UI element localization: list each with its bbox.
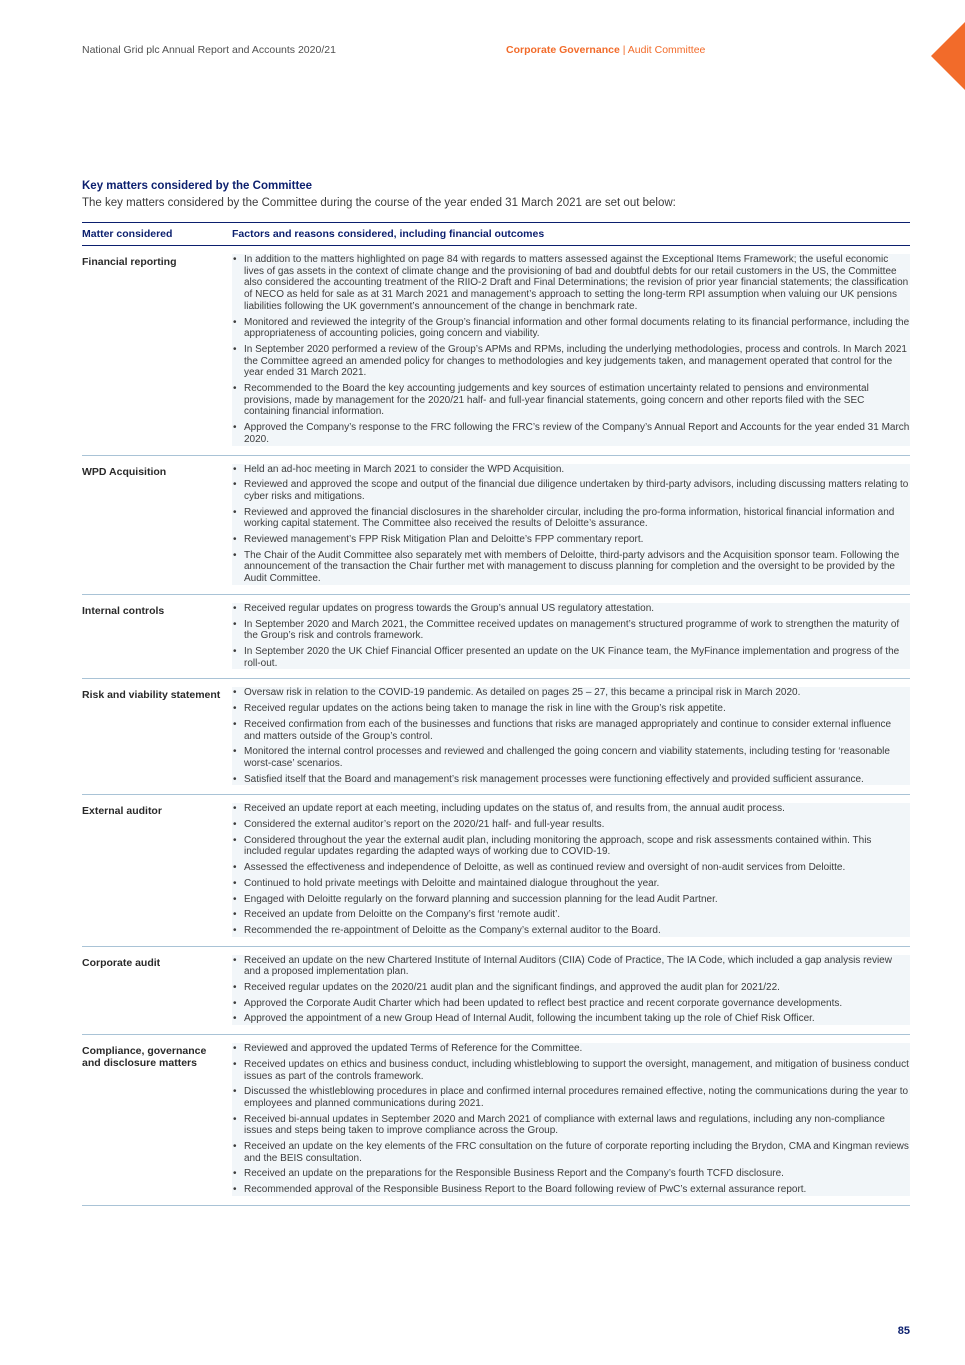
corner-tab-icon	[931, 22, 965, 90]
matter-label: Financial reporting	[82, 256, 177, 268]
list-item: • Reviewed and approved the financial disclosures in the shareholder circular, including the pro-forma information, historical financial information and working capital statement. The Committee also received the results of Deloitte’s assurance.	[232, 507, 910, 530]
list-item: • Engaged with Deloitte regularly on the forward planning and succession planning for the lead Audit Partner.	[232, 894, 910, 906]
table-row	[82, 456, 910, 595]
list-item: • Considered the external auditor’s report on the 2020/21 half- and full-year results.	[232, 819, 910, 831]
factors-list	[232, 254, 910, 446]
list-item: • Continued to hold private meetings with Deloitte and maintained dialogue throughout the year.	[232, 878, 910, 890]
list-item: • Held an ad-hoc meeting in March 2021 to consider the WPD Acquisition.	[232, 464, 910, 476]
list-item: • Oversaw risk in relation to the COVID-19 pandemic. As detailed on pages 25 – 27, this became a principal risk in March 2020.	[232, 687, 910, 699]
list-item: • Received an update report at each meeting, including updates on the status of, and results from, the annual audit process.	[232, 803, 910, 815]
section-intro: The key matters considered by the Committee during the course of the year ended 31 March 2021 are set out below:	[82, 197, 676, 209]
factors-list	[232, 1043, 910, 1196]
list-item: • Recommended approval of the Responsible Business Report to the Board following review of PwC’s external assurance report.	[232, 1184, 910, 1196]
list-item: • Recommended the re-appointment of Deloitte as the Company’s external auditor to the Board.	[232, 925, 910, 937]
breadcrumb-subsection[interactable]: Audit Committee	[627, 44, 706, 56]
matter-label: Corporate audit	[82, 956, 161, 969]
list-item: • Satisfied itself that the Board and management’s risk management processes were functioning effectively and provided sufficient assurance.	[232, 774, 910, 786]
factors-list	[232, 955, 910, 1026]
column-header-matter: Matter considered	[82, 228, 173, 240]
list-item: • Received regular updates on the 2020/21 audit plan and the significant findings, and approved the audit plan for 2021/22.	[232, 982, 910, 994]
list-item: • Recommended to the Board the key accounting judgements and key sources of estimation uncertainty related to pensions and environmental provisions, made by management for the 2020/21 half- and full-year financial statements, going concern and other reports filed with the SEC containing financial information.	[232, 383, 910, 418]
breadcrumb-separator: |	[619, 44, 628, 56]
factors-list	[232, 603, 910, 670]
table-body	[82, 246, 910, 1206]
list-item: • Received an update from Deloitte on the Company’s first ‘remote audit’.	[232, 909, 910, 921]
list-item: • Reviewed and approved the scope and output of the financial due diligence undertaken by third-party advisors, including discussing matters relating to cyber risks and mitigations.	[232, 479, 910, 502]
list-item: • Received regular updates on the actions being taken to manage the risk in line with the Group’s risk appetite.	[232, 703, 910, 715]
list-item: • In September 2020 performed a review of the Group’s APMs and RPMs, including the underlying methodologies, process and controls. In March 2021 the Committee agreed an amended policy for changes to methodologies and key judgements taken, and management operated that control for the year ended 31 March 2021.	[232, 344, 910, 379]
matter-label: Compliance, governance and disclosure matters	[82, 1045, 207, 1070]
table-row	[82, 795, 910, 946]
list-item: • Approved the appointment of a new Group Head of Internal Audit, following the incumbent taking up the role of Chief Risk Officer.	[232, 1013, 910, 1025]
matter-label: WPD Acquisition	[82, 465, 167, 478]
table-row	[82, 679, 910, 795]
table-row	[82, 1035, 910, 1206]
factors-list	[232, 464, 910, 585]
matter-label: Internal controls	[82, 604, 165, 617]
list-item: • Assessed the effectiveness and independence of Deloitte, as well as continued review and oversight of non-audit services from Deloitte.	[232, 862, 910, 874]
list-item: • The Chair of the Audit Committee also separately met with members of Deloitte, third-party advisors and the Acquisition sponsor team. Following the announcement of the transaction the Chair further met with management to discuss planning for completion and the oversight to be provided by the Audit Committee.	[232, 550, 910, 585]
list-item: • Discussed the whistleblowing procedures in place and confirmed internal procedures remained effective, noting the communications during the year to employees and planned communications during 2021.	[232, 1086, 910, 1109]
list-item: • Considered throughout the year the external audit plan, including monitoring the approach, scope and risk assessments contained within. This included regular updates regarding the adapted ways of working due to COVID-19.	[232, 835, 910, 858]
page-number: 85	[897, 1325, 910, 1337]
list-item: • Approved the Corporate Audit Charter which had been updated to reflect best practice and recent corporate governance developments.	[232, 998, 910, 1010]
list-item: • Received confirmation from each of the businesses and functions that risks are managed appropriately and continue to consider external influence and matters outside of the Group’s control.	[232, 719, 910, 742]
table-row	[82, 246, 910, 456]
list-item: • Received regular updates on progress towards the Group’s annual US regulatory attestation.	[232, 603, 910, 615]
list-item: • Received an update on the new Chartered Institute of Internal Auditors (CIIA) Code of Practice, The IA Code, which included a gap analysis review and a proposed implementation plan.	[232, 955, 910, 978]
section-breadcrumb[interactable]	[506, 44, 705, 56]
list-item: • In September 2020 the UK Chief Financial Officer presented an update on the UK Finance team, the MyFinance implementation and progress of the roll-out.	[232, 646, 910, 669]
factors-list	[232, 687, 910, 785]
section-title: Key matters considered by the Committee	[82, 180, 313, 192]
list-item: • Monitored and reviewed the integrity of the Group’s financial information and other formal documents relating to its financial performance, including the appropriateness of accounting policies, going concern and viability.	[232, 317, 910, 340]
table-row	[82, 947, 910, 1036]
list-item: • Reviewed and approved the updated Terms of Reference for the Committee.	[232, 1043, 910, 1055]
list-item: • In September 2020 and March 2021, the Committee received updates on management’s structured programme of work to strengthen the maturity of the Group’s risk and controls framework.	[232, 619, 910, 642]
list-item: • Approved the Company’s response to the FRC following the FRC’s review of the Company’s Annual Report and Accounts for the year ended 31 March 2020.	[232, 422, 910, 445]
key-matters-table	[82, 222, 910, 1206]
column-header-factors: Factors and reasons considered, including financial outcomes	[232, 228, 545, 240]
list-item: • Received updates on ethics and business conduct, including whistleblowing to support the oversight, management, and mitigation of business conduct issues as part of the controls framework.	[232, 1059, 910, 1082]
table-header	[82, 222, 910, 246]
list-item: • Received an update on the preparations for the Responsible Business Report and the Company’s fourth TCFD disclosure.	[232, 1168, 910, 1180]
list-item: • Monitored the internal control processes and reviewed and challenged the going concern and viability statements, including testing for ‘reasonable worst-case’ scenarios.	[232, 746, 910, 769]
matter-label: Risk and viability statement	[82, 689, 221, 702]
table-row	[82, 595, 910, 680]
breadcrumb-section[interactable]: Corporate Governance	[506, 44, 620, 56]
factors-list	[232, 803, 910, 936]
list-item: • Received bi-annual updates in September 2020 and March 2021 of compliance with external laws and regulations, including any non-compliance issues and steps being taken to improve compliance across the Group.	[232, 1114, 910, 1137]
list-item: • In addition to the matters highlighted on page 84 with regards to matters assessed against the Exceptional Items Framework; the useful economic lives of gas assets in the context of climate change and the provisioning of bad and doubtful debts for our retail customers in the US, the Committee also considered the accounting treatment of the RIIO-2 Draft and Final Determinations; the revision of prior year financial statements; the classification of NECO as held for sale as at 31 March 2021 and management’s approach to setting the long-term RPI assumption when valuing our UK pensions liabilities following the UK government’s announcement of the change in benchmark rate.	[232, 254, 910, 313]
list-item: • Received an update on the key elements of the FRC consultation on the future of corporate reporting including the Brydon, CMA and Kingman reviews and the BEIS consultation.	[232, 1141, 910, 1164]
matter-label: External auditor	[82, 805, 162, 818]
report-title: National Grid plc Annual Report and Accounts 2020/21	[82, 44, 336, 56]
list-item: • Reviewed management’s FPP Risk Mitigation Plan and Deloitte’s FPP commentary report.	[232, 534, 910, 546]
